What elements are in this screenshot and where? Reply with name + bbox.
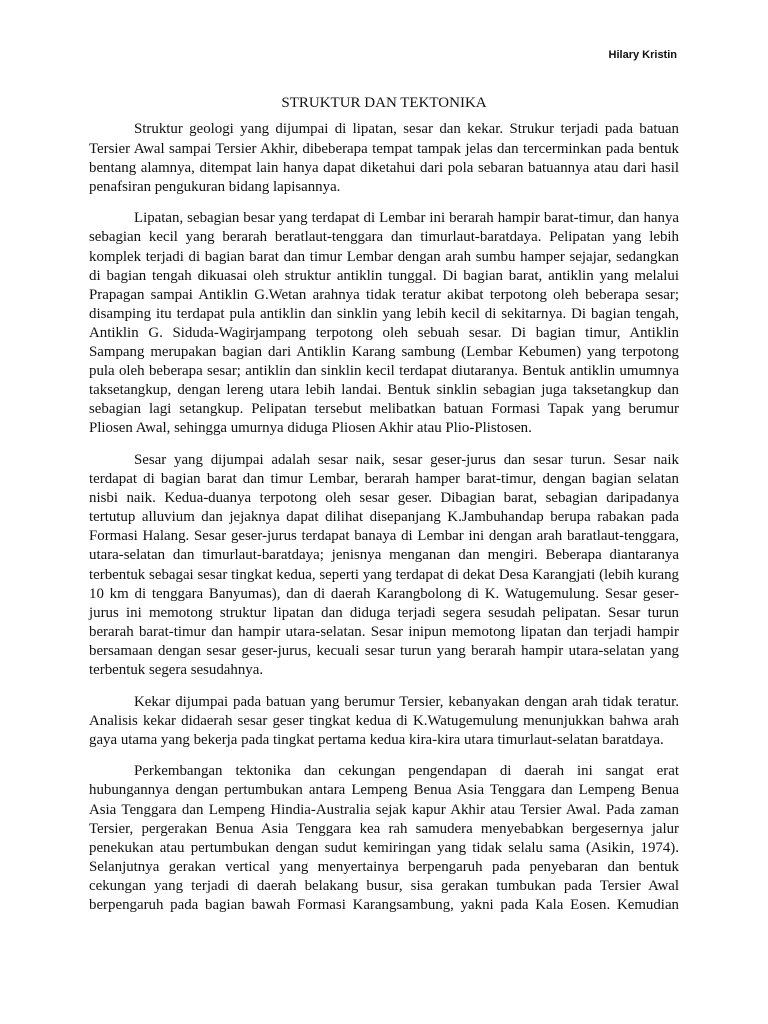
text-line: berpengaruh pada bagian bawah Formasi Karangsambung, yakni pada Kala Eosen. Kemudian xyxy=(89,897,679,913)
text-line: jurus ini memotong struktur lipatan dan diduga terjadi segera sesudah pelipatan. Sesar turun xyxy=(89,604,679,621)
text-line: Prapagan sampai Antiklin G.Wetan arahnya tidak teratur akibat terpotong oleh beberapa sesar; xyxy=(89,286,679,303)
text-line: Sampang merupakan bagian dari Antiklin Karang sambung (Lembar Kebumen) yang terpotong xyxy=(89,343,679,360)
text-line: terbentuk sebagai sesar tingkat kedua, seperti yang terdapat di dekat Desa Karangjati (lebih kurang xyxy=(89,566,679,583)
text-line: Selanjutnya gerakan vertical yang menyertainya berpengaruh pada penyebaran dan bentuk xyxy=(89,858,679,875)
paragraph-kekar xyxy=(89,693,679,750)
text-line: terbentuk segera sesudahnya. xyxy=(89,661,264,678)
text-line: pula oleh beberapa sesar; antiklin dan sinklin kecil terdapat diutaranya. Bentuk antiklin umumnya xyxy=(89,363,679,380)
document-title: STRUKTUR DAN TEKTONIKA xyxy=(281,94,487,111)
text-line: cekungan yang terjadi di daerah belakang busur, sisa gerakan tumbukan pada Tersier Awal xyxy=(89,877,679,894)
text-line: nisbi naik. Kedua-duanya terpotong oleh sesar geser. Dibagian barat, sebagian daripadanya xyxy=(89,490,679,507)
text-line: Kekar dijumpai pada batuan yang berumur Tersier, kebanyakan dengan arah tidak teratur. xyxy=(134,693,679,710)
document-body xyxy=(89,120,679,927)
text-line: terdapat di bagian barat dan timur Lembar, berarah hamper barat-timur, dengan bagian selatan xyxy=(89,471,679,488)
paragraph-struktur xyxy=(89,120,679,196)
text-line: penafsiran pengukuran bidang lapisannya. xyxy=(89,178,341,195)
paragraph-sesar xyxy=(89,451,679,680)
text-line: utara-selatan dan timurlaut-baratdaya; jenisnya menganan dan mengiri. Beberapa diantaranya xyxy=(89,547,679,564)
paragraph-perkembangan-tektonika xyxy=(89,762,679,915)
text-line: berarah barat-timur dan hampir utara-selatan. Sesar inipun memotong lipatan dan terjadi hampir xyxy=(89,623,679,640)
page-header-author: Hilary Kristin xyxy=(608,49,677,61)
text-line: Tersier Awal sampai Tersier Akhir, dibeberapa tempat tampak jelas dan tercerminkan pada bentuk xyxy=(89,140,679,157)
text-line: Antiklin G. Siduda-Wagirjampang terpotong oleh sebuah sesar. Di bagian timur, Antiklin xyxy=(89,324,679,341)
text-line: Sesar yang dijumpai adalah sesar naik, sesar geser-jurus dan sesar turun. Sesar naik xyxy=(134,451,679,468)
text-line: sebagian kecil yang berarah beratlaut-tenggara dan timurlaut-baratdaya. Pelipatan yang lebih xyxy=(89,229,679,246)
text-line: Perkembangan tektonika dan cekungan pengendapan di daerah ini sangat erat xyxy=(134,763,679,780)
text-line: sebagian lagi setangkup. Pelipatan tersebut melibatkan batuan Formasi Tapak yang berumur xyxy=(89,401,679,418)
text-line: taksetangkup, dengan lereng utara lebih landai. Bentuk sinklin sebagian juga taksetangkup dan xyxy=(89,382,679,399)
text-line: di bagian tengah dikuasai oleh struktur antiklin tunggal. Di bagian barat, antiklin yang melalui xyxy=(89,267,679,284)
text-line: komplek terjadi di bagian barat dan timur Lembar dengan arah sumbu hamper sejajar, sedangkan xyxy=(89,248,679,265)
text-line: hubungannya dengan pertumbukan antara Lempeng Benua Asia Tenggara dan Lempeng Benua xyxy=(89,782,679,799)
text-line: Asia Tenggara dan Lempeng Hindia-Australia sejak kapur Akhir atau Tersier Awal. Pada zaman xyxy=(89,801,679,818)
text-line: Lipatan, sebagian besar yang terdapat di Lembar ini berarah hampir barat-timur, dan hanya xyxy=(134,210,679,227)
text-line: Tersier, pergerakan Benua Asia Tenggara kea rah samudera menyebabkan bergesernya jalur xyxy=(89,820,679,837)
text-line: disamping itu terdapat pula antiklin dan sinklin yang lebih kecil di sekitarnya. Di bagian tengah, xyxy=(89,305,679,322)
paragraph-lipatan xyxy=(89,209,679,438)
text-line: bentang alamnya, ditempat lain hanya dapat diketahui dari pola sebaran batuannya atau dari hasil xyxy=(89,159,679,176)
text-line: Formasi Halang. Sesar geser-jurus terdapat banaya di Lembar ini dengan arah baratlaut-tenggara, xyxy=(89,528,679,545)
text-line: gaya utama yang bekerja pada tingkat pertama kedua kira-kira utara timurlaut-selatan baratdaya. xyxy=(89,731,664,748)
text-line: bersamaan dengan sesar geser-jurus, kecuali sesar turun yang berarah hampir utara-selatan yang xyxy=(89,642,679,659)
text-line: Struktur geologi yang dijumpai di lipatan, sesar dan kekar. Strukur terjadi pada batuan xyxy=(134,121,679,138)
text-line: Pliosen Awal, sehingga umurnya diduga Pliosen Akhir atau Plio-Plistosen. xyxy=(89,420,532,437)
text-line: 10 km di tenggara Banyumas), dan di daerah Karangbolong di K. Watugemulung. Sesar geser- xyxy=(89,585,679,602)
text-line: tertutup alluvium dan jejaknya dapat dilihat disepanjang K.Jambuhandap berupa rabakan pada xyxy=(89,509,679,526)
text-line: Analisis kekar didaerah sesar geser tingkat kedua di K.Watugemulung menunjukkan bahwa arah xyxy=(89,712,679,729)
text-line: penekukan atau pertumbukan dengan sudut kemiringan yang tidak selalu sama (Asikin, 1974). xyxy=(89,839,679,856)
